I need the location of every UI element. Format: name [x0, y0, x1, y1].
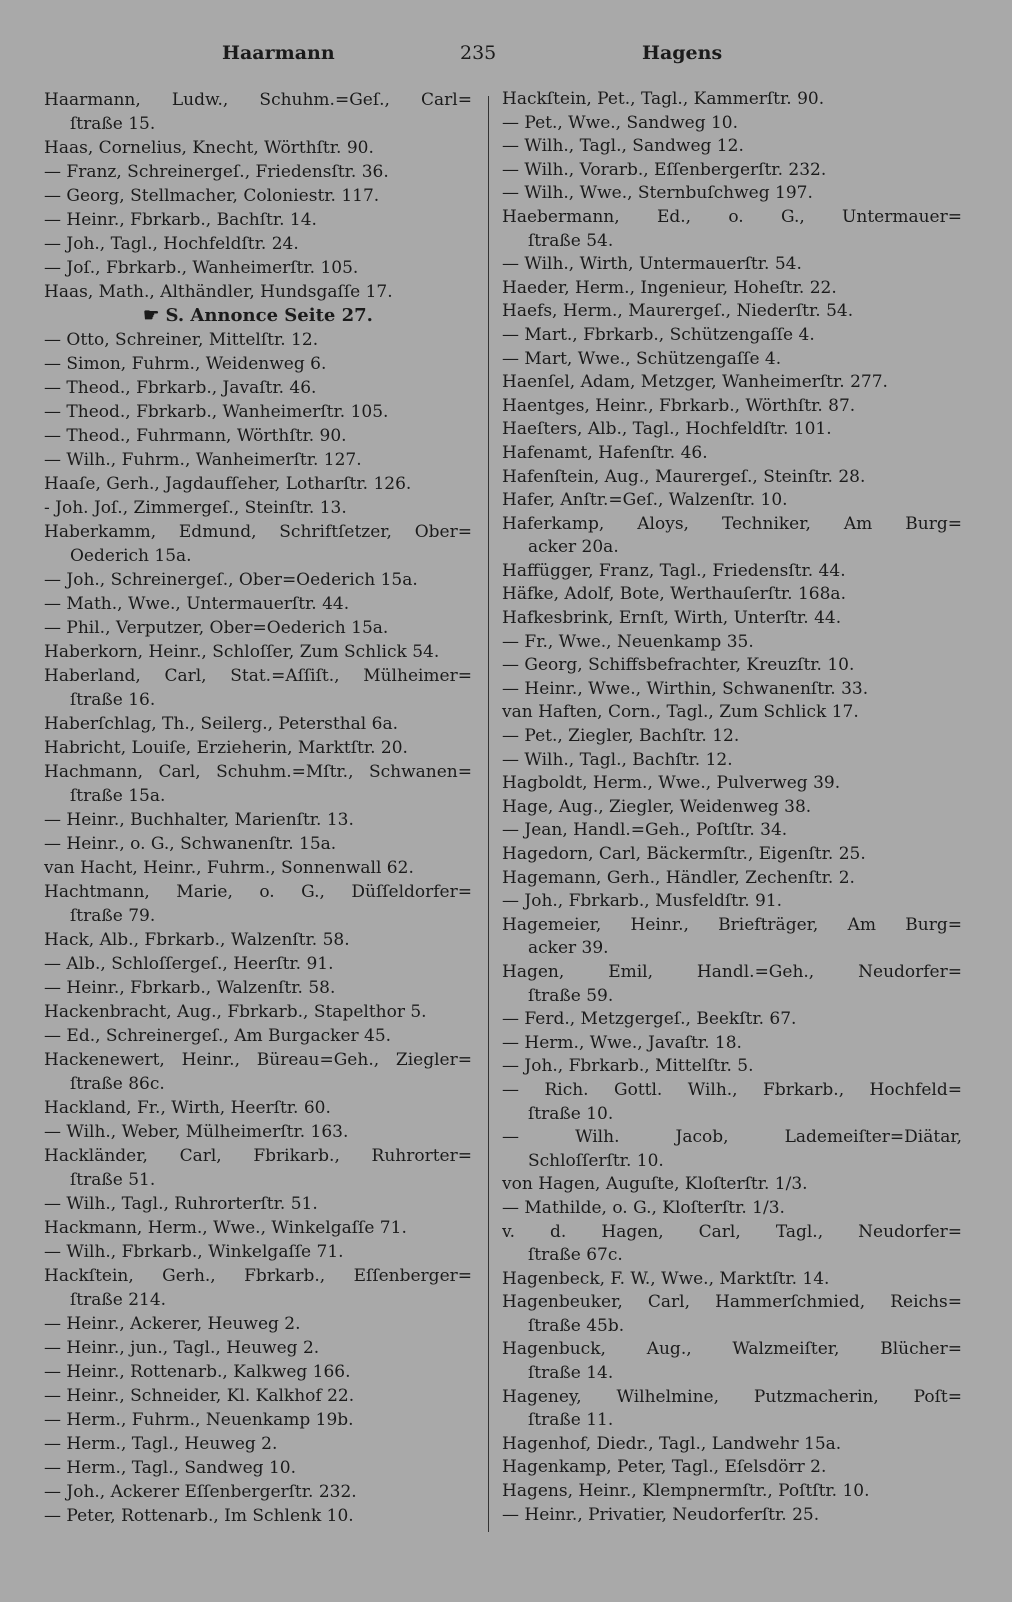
directory-entry: — Joſ., Fbrkarb., Wanheimerſtr. 105. — [44, 258, 359, 278]
directory-entry: — Heinr., Fbrkarb., Walzenſtr. 58. — [44, 978, 336, 998]
directory-entry: Hagenbeck, F. W., Wwe., Marktſtr. 14. — [502, 1268, 830, 1289]
directory-entry: Hage, Aug., Ziegler, Weidenweg 38. — [502, 796, 812, 817]
directory-entry: — Joh., Fbrkarb., Mittelſtr. 5. — [502, 1056, 754, 1077]
directory-entry: — Joh., Schreinergeſ., Ober=Oederich 15a. — [44, 570, 418, 590]
directory-entry: — Georg, Stellmacher, Coloniestr. 117. — [44, 186, 380, 206]
directory-entry: von Hagen, Auguſte, Kloſterſtr. 1/3. — [502, 1174, 808, 1195]
directory-entry: Hackenbracht, Aug., Fbrkarb., Stapelthor 5. — [44, 1002, 427, 1022]
directory-entry: — Heinr., Privatier, Neudorferſtr. 25. — [502, 1504, 820, 1525]
directory-entry: — Heinr., Buchhalter, Marienſtr. 13. — [44, 810, 354, 830]
directory-entry: — Wilh., Fuhrm., Wanheimerſtr. 127. — [44, 450, 362, 470]
directory-entry: — Heinr., Fbrkarb., Bachſtr. 14. — [44, 210, 317, 230]
directory-entry: van Haften, Corn., Tagl., Zum Schlick 17. — [502, 702, 859, 723]
directory-entry: — Herm., Tagl., Heuweg 2. — [44, 1434, 278, 1454]
directory-entry: — Joh., Fbrkarb., Musfeldſtr. 91. — [502, 891, 783, 912]
directory-entry: — Wilh., Tagl., Ruhrorterſtr. 51. — [44, 1194, 318, 1214]
directory-entry: — Pet., Ziegler, Bachſtr. 12. — [502, 726, 740, 747]
directory-entry: — Phil., Verputzer, Ober=Oederich 15a. — [44, 618, 389, 638]
entry-continuation: ſtraße 45b. — [528, 1315, 625, 1336]
directory-entry: — Otto, Schreiner, Mittelſtr. 12. — [44, 330, 319, 350]
directory-entry: — Math., Wwe., Untermauerſtr. 44. — [44, 594, 350, 614]
directory-entry: Hackſtein, Gerh., Fbrkarb., Eſſenberger= — [44, 1266, 472, 1286]
entry-continuation: ſtraße 214. — [70, 1290, 167, 1310]
entry-continuation: ſtraße 86c. — [70, 1074, 165, 1094]
directory-entry: Haberkorn, Heinr., Schloſſer, Zum Schlick 54. — [44, 642, 440, 662]
entry-continuation: ſtraße 59. — [528, 985, 614, 1006]
entry-continuation: ſtraße 15. — [70, 114, 156, 134]
directory-entry: Hafenamt, Hafenſtr. 46. — [502, 442, 708, 463]
directory-entry: Haeſters, Alb., Tagl., Hochfeldſtr. 101. — [502, 419, 832, 440]
directory-entry: Hagemeier, Heinr., Briefträger, Am Burg= — [502, 914, 962, 935]
directory-entry: — Heinr., Wwe., Wirthin, Schwanenſtr. 33. — [502, 678, 869, 699]
directory-entry: Hagemann, Gerh., Händler, Zechenſtr. 2. — [502, 867, 855, 888]
directory-entry: — Alb., Schloſſergeſ., Heerſtr. 91. — [44, 954, 334, 974]
directory-entry: — Theod., Fbrkarb., Javaſtr. 46. — [44, 378, 317, 398]
directory-entry: Hackländer, Carl, Fbrikarb., Ruhrorter= — [44, 1146, 472, 1166]
directory-entry: — Georg, Schiffsbefrachter, Kreuzſtr. 10. — [502, 655, 855, 676]
entry-continuation: ſtraße 51. — [70, 1170, 156, 1190]
directory-entry: Haas, Cornelius, Knecht, Wörthſtr. 90. — [44, 138, 374, 158]
directory-entry: — Heinr., Ackerer, Heuweg 2. — [44, 1314, 301, 1334]
directory-entry: — Ed., Schreinergeſ., Am Burgacker 45. — [44, 1026, 392, 1046]
directory-entry: — Wilh., Weber, Mülheimerſtr. 163. — [44, 1122, 349, 1142]
entry-continuation: ſtraße 16. — [70, 690, 156, 710]
directory-entry: Haberkamm, Edmund, Schriftſetzer, Ober= — [44, 522, 472, 542]
directory-entry: — Heinr., jun., Tagl., Heuweg 2. — [44, 1338, 320, 1358]
directory-entry: Haeder, Herm., Ingenieur, Hoheſtr. 22. — [502, 277, 837, 298]
directory-entry: - Joh. Joſ., Zimmergeſ., Steinſtr. 13. — [44, 498, 347, 518]
directory-entry: — Peter, Rottenarb., Im Schlenk 10. — [44, 1506, 354, 1526]
directory-entry: — Simon, Fuhrm., Weidenweg 6. — [44, 354, 327, 374]
directory-entry: Haaſe, Gerh., Jagdaufſeher, Lotharſtr. 126. — [44, 474, 412, 494]
directory-entry: Hagen, Emil, Handl.=Geh., Neudorfer= — [502, 961, 962, 982]
directory-entry: Haentges, Heinr., Fbrkarb., Wörthſtr. 87. — [502, 395, 856, 416]
directory-entry: Haenſel, Adam, Metzger, Wanheimerſtr. 277. — [502, 372, 888, 393]
directory-entry: — Wilh., Fbrkarb., Winkelgaſſe 71. — [44, 1242, 344, 1262]
directory-entry: Haffügger, Franz, Tagl., Friedensſtr. 44. — [502, 560, 846, 581]
directory-entry: Hackland, Fr., Wirth, Heerſtr. 60. — [44, 1098, 331, 1118]
entry-continuation: ſtraße 11. — [528, 1410, 614, 1431]
right-column — [502, 88, 962, 1527]
entry-continuation: ſtraße 67c. — [528, 1245, 623, 1266]
directory-entry: — Herm., Fuhrm., Neuenkamp 19b. — [44, 1410, 354, 1430]
directory-entry: Hagenkamp, Peter, Tagl., Eſelsdörr 2. — [502, 1457, 827, 1478]
directory-entry: Haas, Math., Althändler, Hundsgaſſe 17. — [44, 282, 393, 302]
directory-entry: — Jean, Handl.=Geh., Poſtſtr. 34. — [502, 820, 788, 841]
directory-entry: Häfke, Adolf, Bote, Werthauſerſtr. 168a. — [502, 584, 846, 605]
directory-entry: — Heinr., Schneider, Kl. Kalkhof 22. — [44, 1386, 355, 1406]
directory-entry: — Herm., Wwe., Javaſtr. 18. — [502, 1032, 742, 1053]
column-divider — [488, 96, 489, 1532]
directory-entry: Haebermann, Ed., o. G., Untermauer= — [502, 206, 962, 227]
entry-continuation: Oederich 15a. — [70, 546, 192, 566]
directory-entry: Hagboldt, Herm., Wwe., Pulverweg 39. — [502, 773, 841, 794]
directory-entry: — Theod., Fuhrmann, Wörthſtr. 90. — [44, 426, 347, 446]
directory-entry: — Rich. Gottl. Wilh., Fbrkarb., Hochfeld= — [502, 1079, 962, 1100]
directory-entry: — Pet., Wwe., Sandweg 10. — [502, 112, 739, 133]
directory-entry: — Joh., Tagl., Hochfeldſtr. 24. — [44, 234, 299, 254]
directory-entry: Hagenbuck, Aug., Walzmeiſter, Blücher= — [502, 1339, 962, 1360]
advertisement-reference: ☛ S. Annonce Seite 27. — [143, 305, 373, 326]
directory-entry: Hafer, Anſtr.=Geſ., Walzenſtr. 10. — [502, 490, 788, 511]
directory-entry: Hachtmann, Marie, o. G., Düſſeldorfer= — [44, 882, 472, 902]
directory-entry: Hackſtein, Pet., Tagl., Kammerſtr. 90. — [502, 89, 825, 109]
directory-entry: — Joh., Ackerer Eſſenbergerſtr. 232. — [44, 1482, 357, 1502]
directory-entry: Hagenhof, Diedr., Tagl., Landwehr 15a. — [502, 1433, 842, 1454]
directory-entry: — Wilh., Tagl., Sandweg 12. — [502, 136, 744, 157]
directory-entry: — Theod., Fbrkarb., Wanheimerſtr. 105. — [44, 402, 389, 422]
entry-continuation: ſtraße 14. — [528, 1363, 614, 1384]
directory-entry: Hackenewert, Heinr., Büreau=Geh., Ziegler= — [44, 1050, 472, 1070]
entry-continuation: ſtraße 10. — [528, 1103, 614, 1124]
directory-entry: Habricht, Louiſe, Erzieherin, Marktſtr. 20. — [44, 738, 408, 758]
directory-entry: — Heinr., o. G., Schwanenſtr. 15a. — [44, 834, 337, 854]
directory-entry: Haferkamp, Aloys, Techniker, Am Burg= — [502, 513, 962, 534]
entry-continuation: acker 20a. — [528, 537, 619, 558]
directory-entry: — Wilh. Jacob, Lademeiſter=Diätar, — [502, 1127, 962, 1148]
directory-entry: Hafkesbrink, Ernſt, Wirth, Unterſtr. 44. — [502, 608, 842, 629]
entry-continuation: ſtraße 15a. — [70, 786, 166, 806]
entry-continuation: acker 39. — [528, 938, 609, 959]
entry-continuation: ſtraße 54. — [528, 230, 614, 251]
running-head-left: Haarmann — [222, 42, 335, 64]
directory-entry: Hagedorn, Carl, Bäckermſtr., Eigenſtr. 25. — [502, 844, 866, 864]
directory-entry: — Fr., Wwe., Neuenkamp 35. — [502, 631, 754, 652]
directory-entry: — Heinr., Rottenarb., Kalkweg 166. — [44, 1362, 351, 1382]
directory-entry: Haberſchlag, Th., Seilerg., Petersthal 6a. — [44, 714, 399, 734]
directory-entry: Hageney, Wilhelmine, Putzmacherin, Poſt= — [502, 1386, 962, 1407]
directory-entry: Hafenſtein, Aug., Maurergeſ., Steinſtr. 28. — [502, 466, 866, 487]
directory-entry: — Mart, Wwe., Schützengaſſe 4. — [502, 348, 782, 369]
left-column — [44, 88, 472, 1528]
directory-entry: Haefs, Herm., Maurergeſ., Niederſtr. 54. — [502, 301, 854, 322]
directory-entry: — Ferd., Metzgergeſ., Beekſtr. 67. — [502, 1009, 797, 1030]
entry-continuation: Schloſſerſtr. 10. — [528, 1150, 664, 1171]
directory-entry: — Wilh., Vorarb., Eſſenbergerſtr. 232. — [502, 159, 827, 180]
directory-entry: Hackmann, Herm., Wwe., Winkelgaſſe 71. — [44, 1218, 407, 1238]
entry-continuation: ſtraße 79. — [70, 906, 156, 926]
directory-entry: — Wilh., Wirth, Untermauerſtr. 54. — [502, 254, 802, 275]
directory-entry: — Wilh., Wwe., Sternbuſchweg 197. — [502, 183, 813, 204]
directory-entry: Hachmann, Carl, Schuhm.=Mſtr., Schwanen= — [44, 762, 472, 782]
directory-entry: — Mart., Fbrkarb., Schützengaſſe 4. — [502, 324, 815, 345]
page-number: 235 — [460, 42, 497, 64]
directory-entry: v. d. Hagen, Carl, Tagl., Neudorfer= — [502, 1221, 962, 1242]
directory-entry: Haarmann, Ludw., Schuhm.=Geſ., Carl= — [44, 90, 472, 110]
directory-entry: — Mathilde, o. G., Kloſterſtr. 1/3. — [502, 1197, 785, 1218]
directory-entry: — Wilh., Tagl., Bachſtr. 12. — [502, 749, 733, 770]
directory-entry: Hack, Alb., Fbrkarb., Walzenſtr. 58. — [44, 930, 350, 950]
directory-entry: Hagens, Heinr., Klempnermſtr., Poſtſtr. 10. — [502, 1481, 870, 1502]
directory-entry: Hagenbeuker, Carl, Hammerſchmied, Reichs= — [502, 1292, 962, 1313]
directory-entry: — Franz, Schreinergeſ., Friedensſtr. 36. — [44, 162, 389, 182]
directory-entry: Haberland, Carl, Stat.=Aſſiſt., Mülheimer= — [44, 666, 472, 686]
directory-entry: — Herm., Tagl., Sandweg 10. — [44, 1458, 296, 1478]
running-head-right: Hagens — [642, 42, 723, 64]
directory-entry: van Hacht, Heinr., Fuhrm., Sonnenwall 62. — [44, 858, 414, 878]
